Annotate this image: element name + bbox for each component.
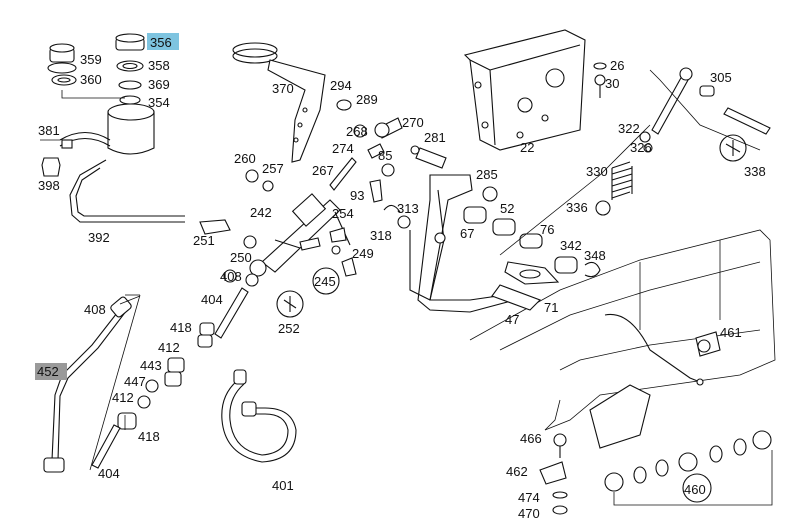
label-22: 22 [520, 140, 535, 155]
label-338: 338 [744, 164, 766, 179]
label-360: 360 [80, 72, 102, 87]
label-76: 76 [540, 222, 555, 237]
label-251: 251 [193, 233, 215, 248]
label-398: 398 [38, 178, 60, 193]
label-392: 392 [88, 230, 110, 245]
label-257: 257 [262, 161, 284, 176]
label-281: 281 [424, 130, 446, 145]
label-322: 322 [618, 121, 640, 136]
label-447: 447 [124, 374, 146, 389]
label-268: 268 [346, 124, 368, 139]
label-67: 67 [460, 226, 475, 241]
label-358: 358 [148, 58, 170, 73]
label-342: 342 [560, 238, 582, 253]
label-305: 305 [710, 70, 732, 85]
label-313: 313 [397, 201, 419, 216]
label-254: 254 [332, 206, 354, 221]
label-274: 274 [332, 141, 354, 156]
pedal-bracket-22 [465, 30, 585, 150]
label-318: 318 [370, 228, 392, 243]
label-356: 356 [150, 35, 172, 50]
label-250: 250 [230, 250, 252, 265]
label-370: 370 [272, 81, 294, 96]
label-242: 242 [250, 205, 272, 220]
label-252: 252 [278, 321, 300, 336]
label-26: 26 [610, 58, 625, 73]
label-348: 348 [584, 248, 606, 263]
label-359: 359 [80, 52, 102, 67]
label-418a: 418 [170, 320, 192, 335]
label-474: 474 [518, 490, 540, 505]
label-408a: 408 [220, 269, 242, 284]
label-462: 462 [506, 464, 528, 479]
label-461: 461 [720, 325, 742, 340]
label-245: 245 [314, 274, 336, 289]
label-408b: 408 [84, 302, 106, 317]
label-285: 285 [476, 167, 498, 182]
label-330: 330 [586, 164, 608, 179]
label-47: 47 [505, 312, 520, 327]
label-326: 326 [630, 140, 652, 155]
label-52: 52 [500, 201, 515, 216]
label-460: 460 [684, 482, 706, 497]
label-289: 289 [356, 92, 378, 107]
label-354: 354 [148, 95, 170, 110]
label-267: 267 [312, 163, 334, 178]
label-401: 401 [272, 478, 294, 493]
label-412b: 412 [112, 390, 134, 405]
label-369: 369 [148, 77, 170, 92]
label-270: 270 [402, 115, 424, 130]
label-412a: 412 [158, 340, 180, 355]
bracket-370 [233, 43, 325, 162]
label-443: 443 [140, 358, 162, 373]
label-93: 93 [350, 188, 365, 203]
label-381: 381 [38, 123, 60, 138]
label-404b: 404 [98, 466, 120, 481]
label-30: 30 [605, 76, 620, 91]
label-249: 249 [352, 246, 374, 261]
label-404a: 404 [201, 292, 223, 307]
label-85: 85 [378, 148, 393, 163]
label-260: 260 [234, 151, 256, 166]
label-294: 294 [330, 78, 352, 93]
label-336: 336 [566, 200, 588, 215]
label-470: 470 [518, 506, 540, 521]
brake-line-401 [222, 370, 296, 462]
label-466: 466 [520, 431, 542, 446]
label-418b: 418 [138, 429, 160, 444]
label-71: 71 [544, 300, 559, 315]
label-452: 452 [37, 364, 59, 379]
